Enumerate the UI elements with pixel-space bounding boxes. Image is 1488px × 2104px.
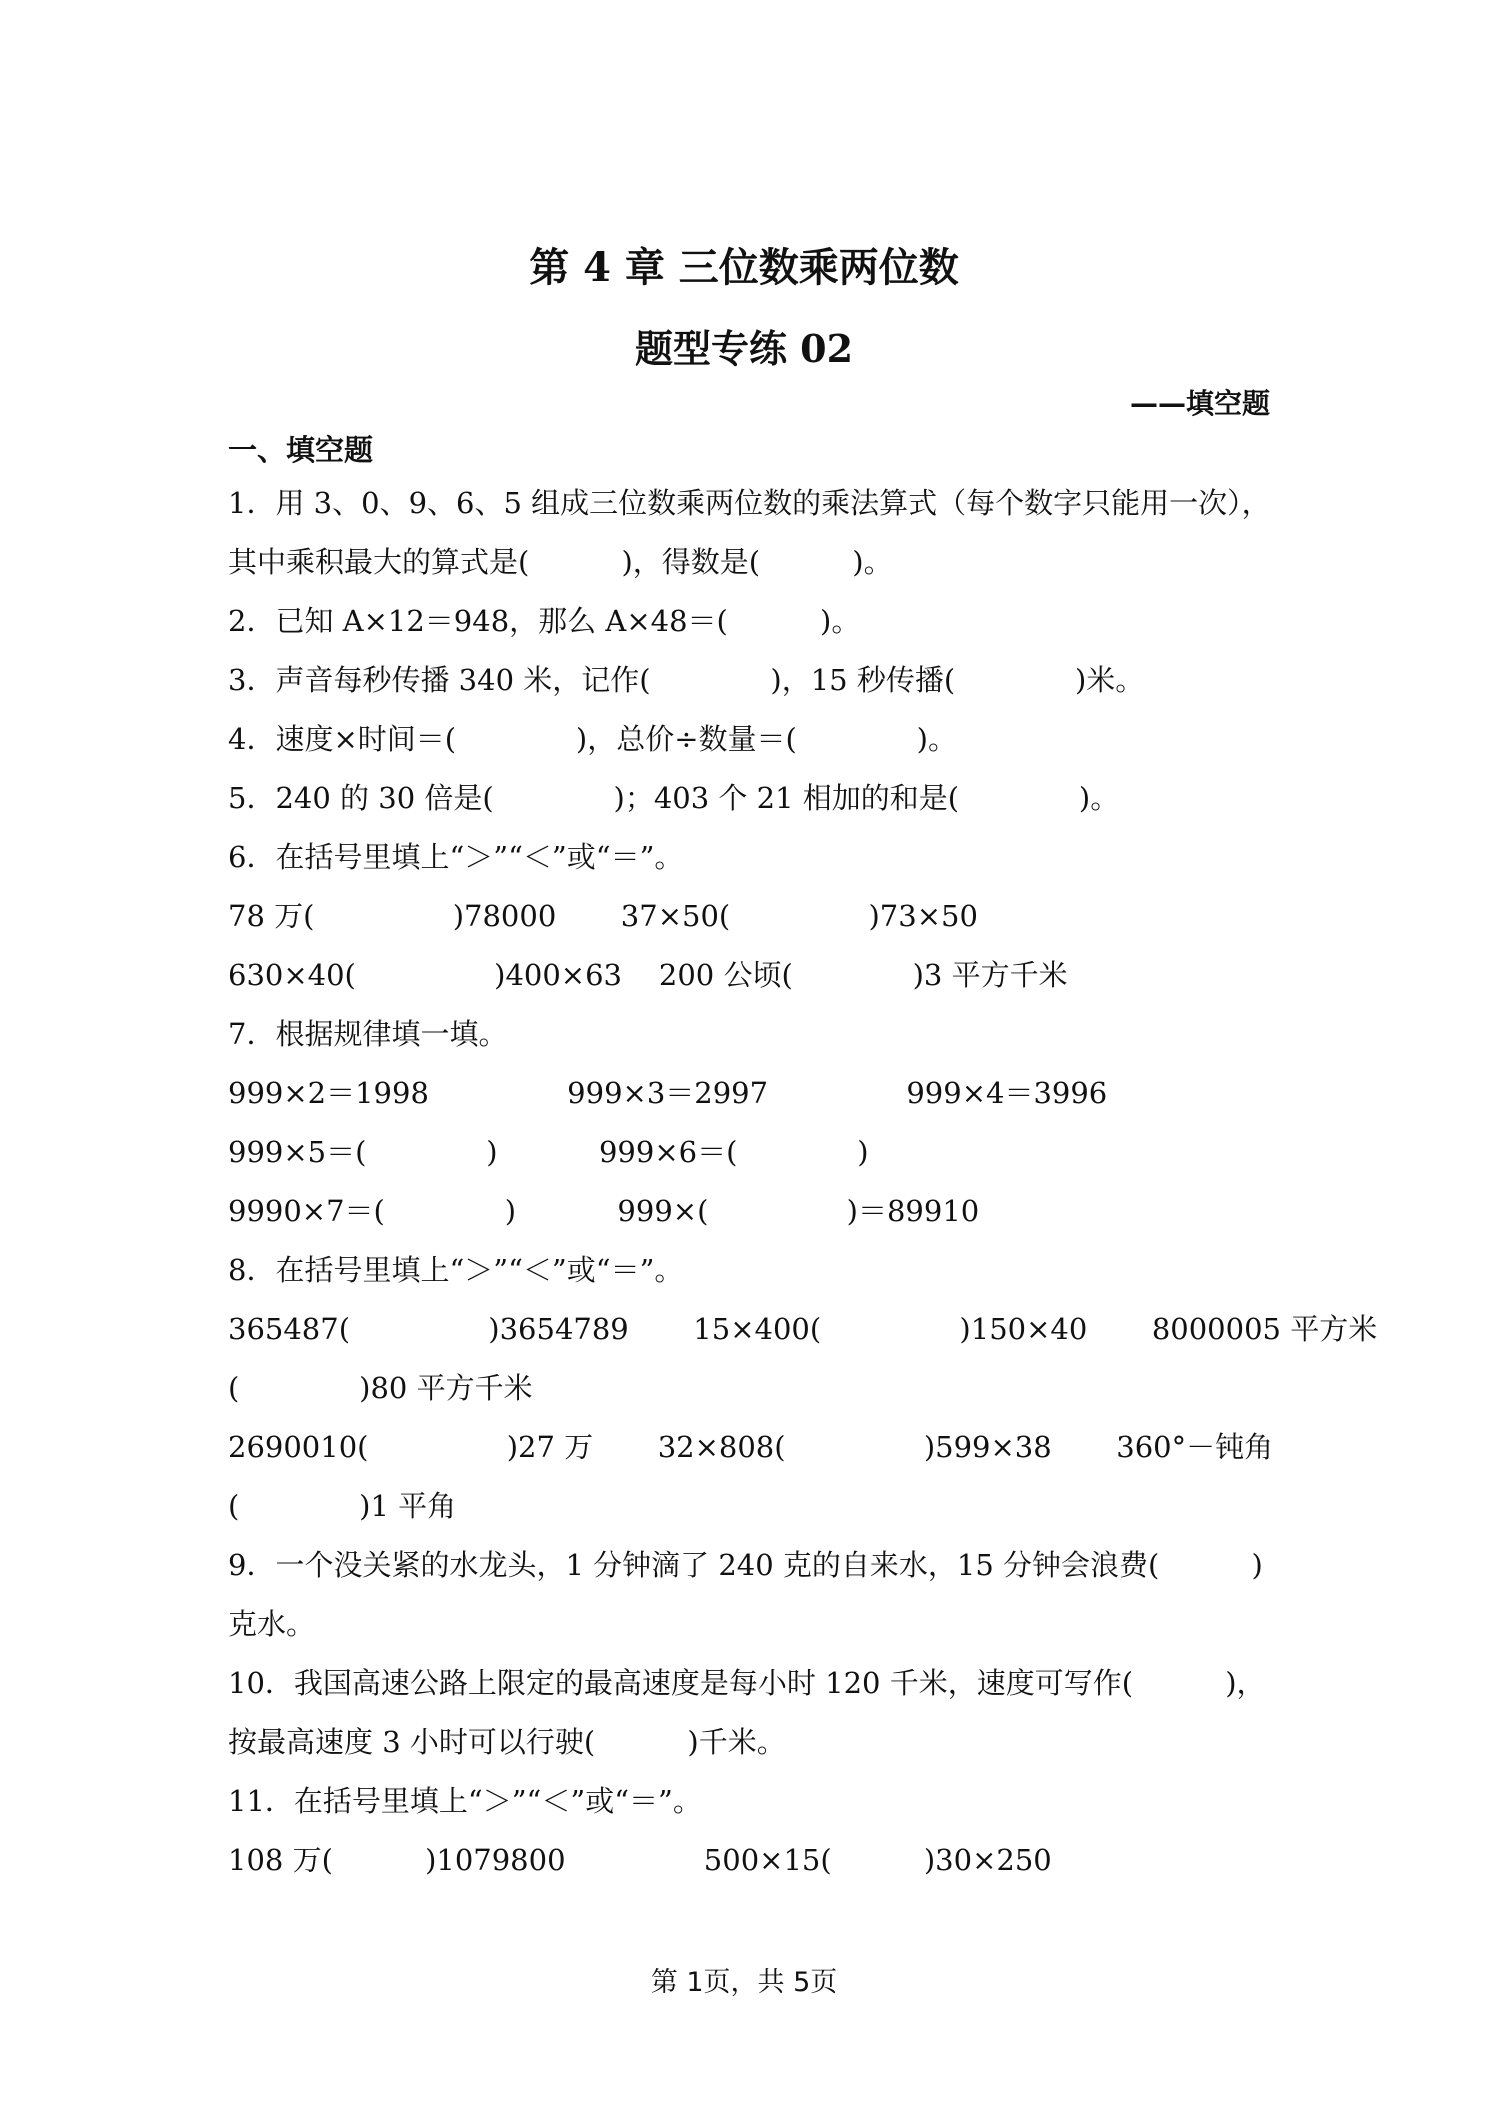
text-line: 2690010( )27 万 32×808( )599×38 360°－钝角	[228, 1430, 1274, 1464]
text-line: 7．根据规律填一填。	[228, 1017, 508, 1051]
text-line: 3．声音每秒传播 340 米，记作( )，15 秒传播( )米。	[228, 663, 1145, 697]
page-title: 第 4 章 三位数乘两位数	[529, 244, 959, 291]
text-line: 9．一个没关紧的水龙头，1 分钟滴了 240 克的自来水，15 分钟会浪费( )	[228, 1548, 1263, 1582]
text-line: 6．在括号里填上“＞”“＜”或“＝”。	[228, 840, 684, 874]
text-line: 108 万( )1079800 500×15( )30×250	[228, 1843, 1052, 1877]
text-line: 4．速度×时间＝( )，总价÷数量＝( )。	[228, 722, 957, 756]
question-type-tag: ——填空题	[1129, 387, 1270, 420]
text-line: 630×40( )400×63 200 公顷( )3 平方千米	[228, 958, 1068, 992]
page-footer: 第 1页，共 5页	[650, 1967, 838, 1998]
text-line: ( )1 平角	[228, 1489, 457, 1523]
text-line: 9990×7＝( ) 999×( )＝89910	[228, 1194, 980, 1228]
text-line: 8．在括号里填上“＞”“＜”或“＝”。	[228, 1253, 684, 1287]
text-line: ( )80 平方千米	[228, 1371, 533, 1405]
text-line: 999×5＝( ) 999×6＝( )	[228, 1135, 869, 1169]
section-heading: 一、填空题	[228, 433, 374, 467]
text-line: 999×2＝1998 999×3＝2997 999×4＝3996	[228, 1076, 1108, 1110]
text-line: 按最高速度 3 小时可以行驶( )千米。	[228, 1725, 786, 1759]
text-line: 78 万( )78000 37×50( )73×50	[228, 899, 978, 933]
text-line: 1．用 3、0、9、6、5 组成三位数乘两位数的乘法算式（每个数字只能用一次），	[228, 486, 1271, 520]
text-line: 2．已知 A×12＝948，那么 A×48＝( )。	[228, 604, 861, 638]
text-line: 其中乘积最大的算式是( )，得数是( )。	[228, 545, 893, 579]
text-line: 克水。	[228, 1607, 316, 1641]
text-line: 11．在括号里填上“＞”“＜”或“＝”。	[228, 1784, 702, 1818]
page-subtitle: 题型专练 02	[634, 326, 854, 371]
text-line: 5．240 的 30 倍是( )；403 个 21 相加的和是( )。	[228, 781, 1120, 815]
text-line: 10．我国高速公路上限定的最高速度是每小时 120 千米，速度可写作( )，	[228, 1666, 1266, 1700]
text-line: 365487( )3654789 15×400( )150×40 8000005 平方米	[228, 1312, 1378, 1346]
